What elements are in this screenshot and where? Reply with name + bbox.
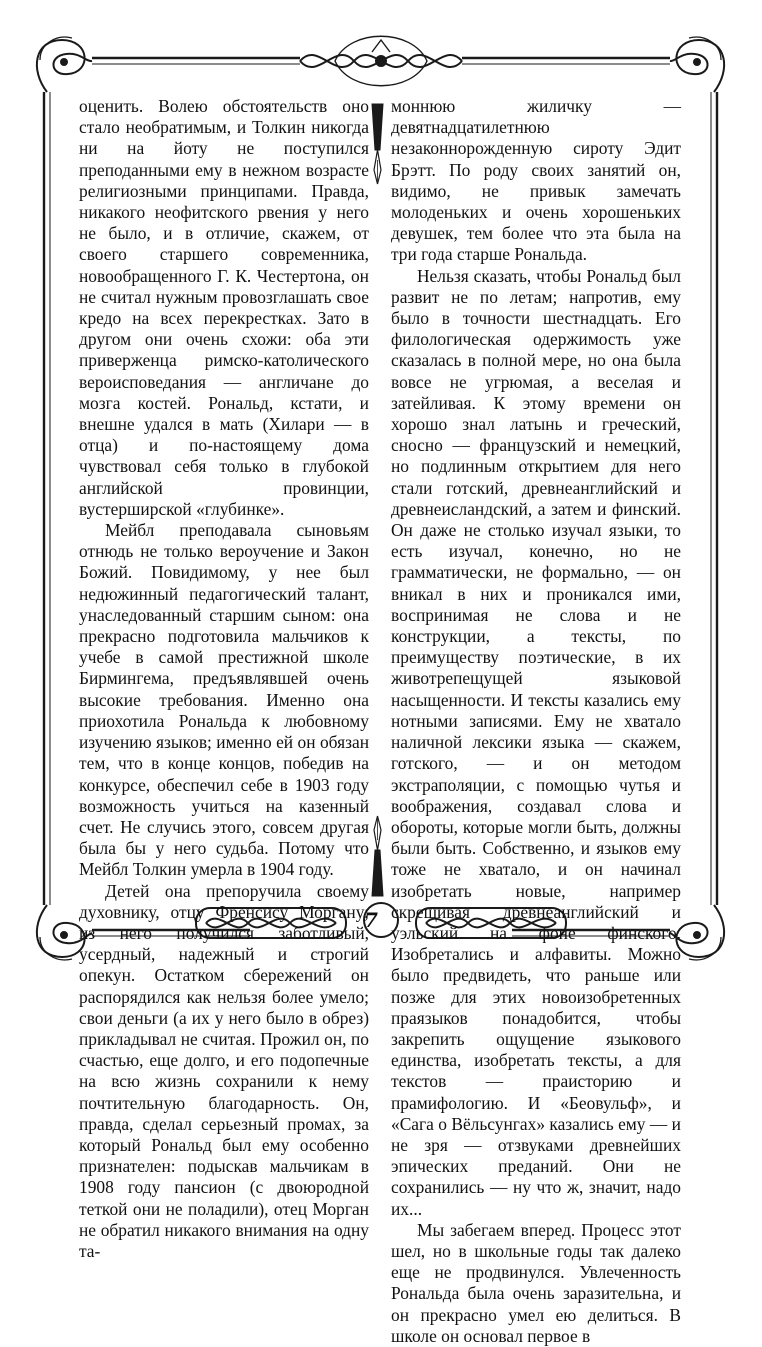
- right-column: [391, 96, 681, 1347]
- column-divider-pen-top: [372, 104, 383, 184]
- top-knot-ornament: [300, 36, 462, 86]
- left-column: [79, 96, 369, 1262]
- corner-knot-top-left: [37, 37, 92, 92]
- paragraph: Мейбл преподавала сыновьям отнюдь не только вероучение и Закон Божий. Повидимому, у нее был недюжинный педагогический талант, унаследованный старшим сыном: она прекрасно подготовила мальчиков к учебе в самой престижной школе Бирмингема, предъявлявшей очень высокие требования. Именно она приохотила Рональда к любовному изучению языков; именно ей он обязан тем, что в конце концов, победив на конкурсе, обеспечил себе в 1903 году возможность учиться на казенный счет. Не случись этого, совсем другая была бы у него судьба. Потому что Мейбл Толкин умерла в 1904 году.: [79, 520, 369, 880]
- paragraph: Детей она препоручила своему духовнику, отцу Френсису Моргану; из него получился заботливый, усердный, надежный и строгий опекун. Остатком сбережений он распорядился как нельзя более умело; свои деньги (а их у него было в обрез) прикладывал не считая. Прожил он, по счастью, еще долго, и его подопечные на всю жизнь сохранили к нему почтительную благодарность. Он, правда, сделал серьезный промах, за который Рональд был ему особенно признателен: подыскав мальчикам в 1908 году пансион (с двоюродной теткой они не поладили), отец Морган не обратил никакого внимания на одну та-: [79, 880, 369, 1261]
- paragraph: оценить. Волею обстоятельств оно стало необратимым, и Толкин никогда ни на йоту не поступился преподанными ему в нежном возрасте религиозными принципами. Правда, никакого неофитского рвения у него не было, и в отличие, скажем, от своего старшего современника, новообращенного Г. К. Честертона, он не считал нужным провозглашать свое кредо на всех перекрестках. Зато в другом они очень схожи: оба эти приверженца римско-католического вероисповедания — англичане до мозга костей. Рональд, кстати, и внешне удался в мать (Хилари — в отца) и по-настоящему дома чувствовал себя только в глубокой английской провинции, вустерширской «глубинке».: [79, 96, 369, 519]
- paragraph: Нельзя сказать, чтобы Рональд был развит не по летам; напротив, ему было в точности шестнадцать. Его филологическая одержимость уже сказалась в полной мере, но она была вовсе не угрюмая, а веселая и затейливая. К этому времени он хорошо знал латынь и греческий, сносно — французский и немецкий, но подлинным открытием для него стали готский, древнеанглийский и древнеисландский, а затем и финский. Он даже не столько изучал языки, то есть изучал, конечно, но не грамматически, не формально, — он вникал в них и проникался ими, воспринимая не слова и не конструкции, а тексты, по преимуществу поэтические, в их животрепещущей языковой насыщенности. И тексты казались ему нотными записями. Ему не хватало наличной лексики языка — скажем, готского, — и он методом экстраполяции, с помощью чутья и воображения, создавал слова и обороты, которые могли быть, должны были быть. Собственно, и языков ему тоже не хватало, и он начинал изобретать новые, например скрещивая древнеанглийский и уэльский на фоне финского. Изобретались и алфавиты. Можно было предвидеть, что раньше или позже для этих новоизобретенных праязыков понадобится, чтобы закрепить ощущение языкового единства, изобретать тексты, а для текстов — праисторию и прамифологию. И «Беовульф», и «Сага о Вёльсунгах» казались ему — и не зря — отзвуками древнейших эпических преданий. Они не сохранились — ну что ж, значит, надо их...: [391, 265, 681, 1219]
- paragraph: Мы забегаем вперед. Процесс этот шел, но в школьные годы так далеко еще не продвинулся. Увлеченность Рональда была очень заразительна, и он прекрасно умел ею делиться. В школе он основал первое в: [391, 1219, 681, 1346]
- page-number: 7: [364, 908, 378, 932]
- paragraph: моннюю жиличку — девятнадцатилетнюю незаконнорожденную сироту Эдит Брэтт. По роду своих занятий он, видимо, не привык замечать молоденьких и очень хорошеньких девушек, тем более что эта была на три года старше Рональда.: [391, 96, 681, 265]
- corner-knot-top-right: [670, 37, 724, 92]
- column-divider-pen-bottom: [372, 816, 383, 896]
